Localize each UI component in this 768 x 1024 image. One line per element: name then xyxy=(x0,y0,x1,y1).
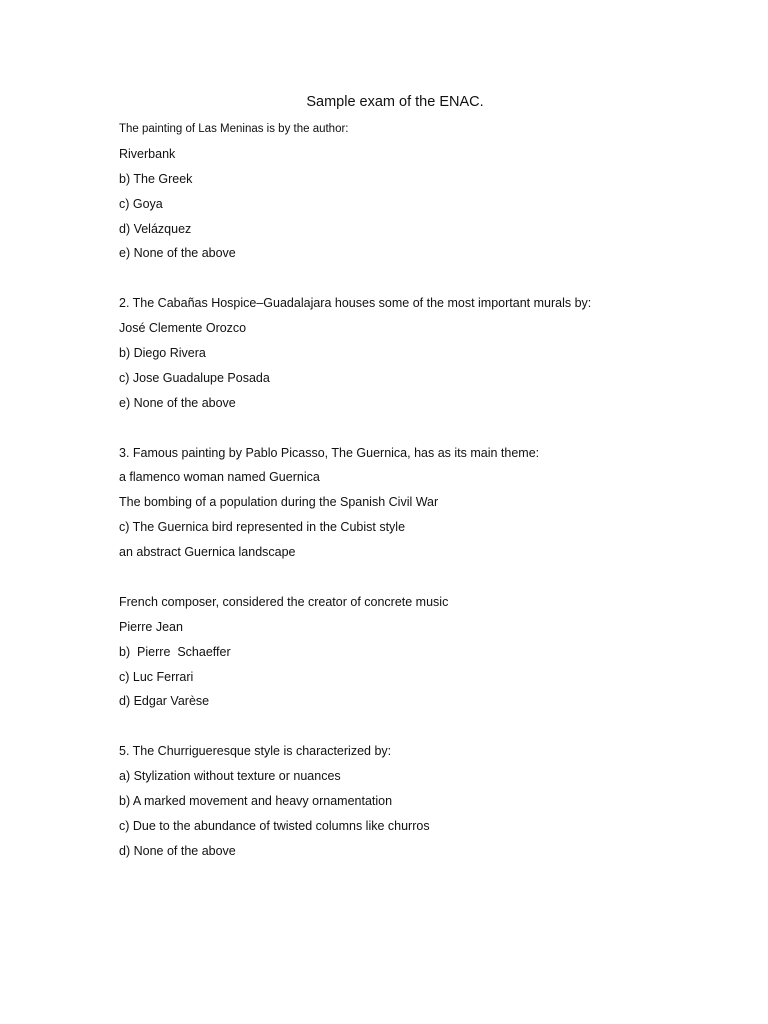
question-4 xyxy=(119,594,719,718)
page-title: Sample exam of the ENAC. xyxy=(306,94,484,110)
question-1 xyxy=(119,121,719,270)
answer-option: c) Goya xyxy=(119,196,163,211)
answer-option: The bombing of a population during the Spanish Civil War xyxy=(119,495,439,510)
question-5 xyxy=(119,743,719,867)
question-prompt: The painting of Las Meninas is by the author: xyxy=(119,123,349,135)
spacer xyxy=(119,420,719,445)
answer-option: a) Stylization without texture or nuances xyxy=(119,769,341,784)
question-2 xyxy=(119,295,719,419)
answer-option: b) The Greek xyxy=(119,171,193,186)
answer-option: d) Edgar Varèse xyxy=(119,694,210,709)
answer-option: b) Pierre Schaeffer xyxy=(119,644,231,659)
answer-option: c) Luc Ferrari xyxy=(119,669,194,684)
question-3 xyxy=(119,445,719,569)
answer-option: Pierre Jean xyxy=(119,619,183,634)
answer-option: b) A marked movement and heavy ornamentation xyxy=(119,794,393,809)
question-prompt: 3. Famous painting by Pablo Picasso, The Guernica, has as its main theme: xyxy=(119,445,540,460)
answer-option: José Clemente Orozco xyxy=(119,321,247,336)
answer-option: e) None of the above xyxy=(119,395,236,410)
answer-option: d) None of the above xyxy=(119,843,236,858)
spacer xyxy=(119,718,719,743)
question-prompt: 5. The Churrigueresque style is characterized by: xyxy=(119,744,392,759)
answer-option: c) The Guernica bird represented in the Cubist style xyxy=(119,520,406,535)
answer-option: a flamenco woman named Guernica xyxy=(119,470,320,485)
answer-option: Riverbank xyxy=(119,146,176,161)
spacer xyxy=(119,270,719,295)
exam-content xyxy=(119,121,719,868)
question-prompt: French composer, considered the creator of concrete music xyxy=(119,594,449,609)
answer-option: b) Diego Rivera xyxy=(119,346,206,361)
answer-option: an abstract Guernica landscape xyxy=(119,545,296,560)
answer-option: e) None of the above xyxy=(119,246,236,261)
question-prompt: 2. The Cabañas Hospice–Guadalajara houses some of the most important murals by: xyxy=(119,296,592,311)
answer-option: c) Jose Guadalupe Posada xyxy=(119,370,270,385)
answer-option: c) Due to the abundance of twisted columns like churros xyxy=(119,818,430,833)
spacer xyxy=(119,569,719,594)
answer-option: d) Velázquez xyxy=(119,221,192,236)
